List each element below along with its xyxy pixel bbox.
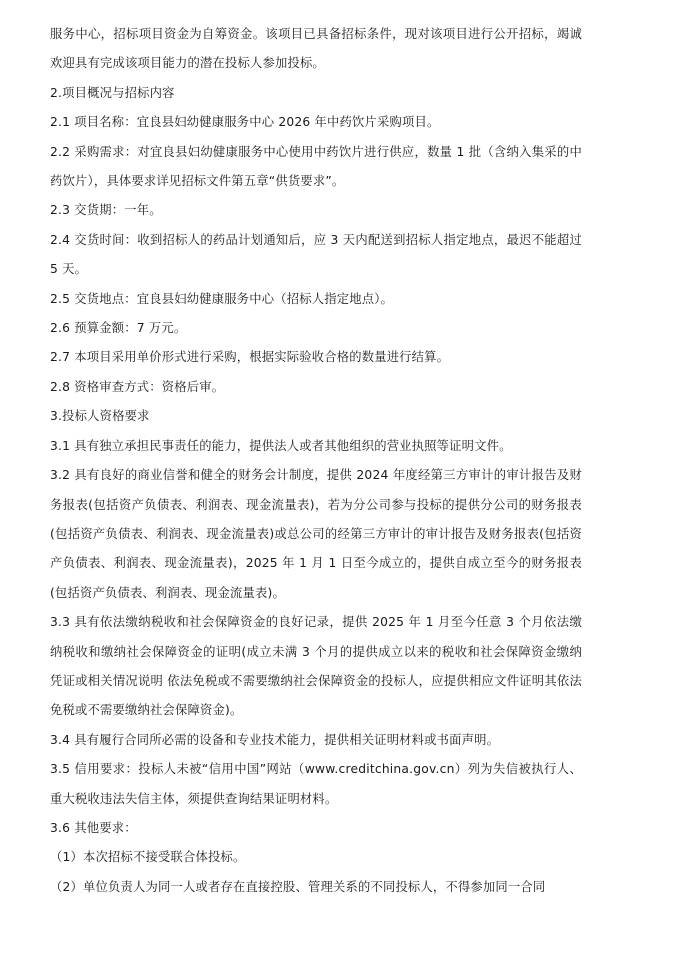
paragraph-req-3-4: 3.4 具有履行合同所必需的设备和专业技术能力，提供相关证明材料或书面声明。 — [50, 732, 500, 747]
paragraph-intro: 服务中心，招标项目资金为自筹资金。该项目已具备招标条件，现对该项目进行公开招标，竭诚欢迎具有完成该项目能力的潜在投标人参加投标。 — [50, 27, 582, 71]
paragraph-other-1: （1）本次招标不接受联合体投标。 — [50, 850, 246, 865]
paragraph-req-3-5: 3.5 信用要求：投标人未被“信用中国”网站（www.creditchina.gov.cn）列为失信被执行人、重大税收违法失信主体，须提供查询结果证明材料。 — [50, 762, 582, 806]
paragraph-req-3-1: 3.1 具有独立承担民事责任的能力，提供法人或者其他组织的营业执照等证明文件。 — [50, 438, 512, 453]
paragraph-req-3-3: 3.3 具有依法缴纳税收和社会保障资金的良好记录，提供 2025 年 1 月至今任意 3 个月依法缴纳税收和缴纳社会保障资金的证明(成立未满 3 个月的提供成立以来的税收和社会保障资金缴纳凭证或相关情况说明 依法免税或不需要缴纳社会保障资金的投标人，应提供相应文件证明其依法免税或不需要缴纳社会保障资金)。 — [50, 615, 582, 718]
paragraph-project-name: 2.1 项目名称：宜良县妇幼健康服务中心 2026 年中药饮片采购项目。 — [50, 115, 440, 130]
heading-project-overview: 2.项目概况与招标内容 — [50, 85, 175, 100]
paragraph-qualification-review: 2.8 资格审查方式：资格后审。 — [50, 379, 225, 394]
paragraph-delivery-period: 2.3 交货期：一年。 — [50, 203, 162, 218]
paragraph-budget: 2.6 预算金额：7 万元。 — [50, 321, 187, 336]
paragraph-other-2: （2）单位负责人为同一人或者存在直接控股、管理关系的不同投标人，不得参加同一合同 — [50, 879, 546, 894]
paragraph-req-3-6: 3.6 其他要求： — [50, 820, 137, 835]
paragraph-delivery-location: 2.5 交货地点：宜良县妇幼健康服务中心（招标人指定地点）。 — [50, 291, 394, 306]
paragraph-unit-price: 2.7 本项目采用单价形式进行采购，根据实际验收合格的数量进行结算。 — [50, 350, 450, 365]
paragraph-procurement-needs: 2.2 采购需求：对宜良县妇幼健康服务中心使用中药饮片进行供应，数量 1 批（含纳入集采的中药饮片），具体要求详见招标文件第五章“供货要求”。 — [50, 144, 582, 189]
paragraph-req-3-2: 3.2 具有良好的商业信誉和健全的财务会计制度，提供 2024 年度经第三方审计的审计报告及财务报表(包括资产负债表、利润表、现金流量表)，若为分公司参与投标的提供分公司的财务报表(包括资产负债表、利润表、现金流量表)或总公司的经第三方审计的审计报告及财务报表(包括资产负债表、利润表、现金流量表)，2025 年 1 月 1 日至今成立的，提供自成立至今的财务报表(包括资产负债表、利润表、现金流量表)。 — [50, 468, 582, 600]
document-body — [50, 20, 582, 902]
paragraph-delivery-time: 2.4 交货时间：收到招标人的药品计划通知后，应 3 天内配送到招标人指定地点，最迟不能超过 5 天。 — [50, 232, 582, 277]
heading-bidder-requirements: 3.投标人资格要求 — [50, 409, 150, 424]
